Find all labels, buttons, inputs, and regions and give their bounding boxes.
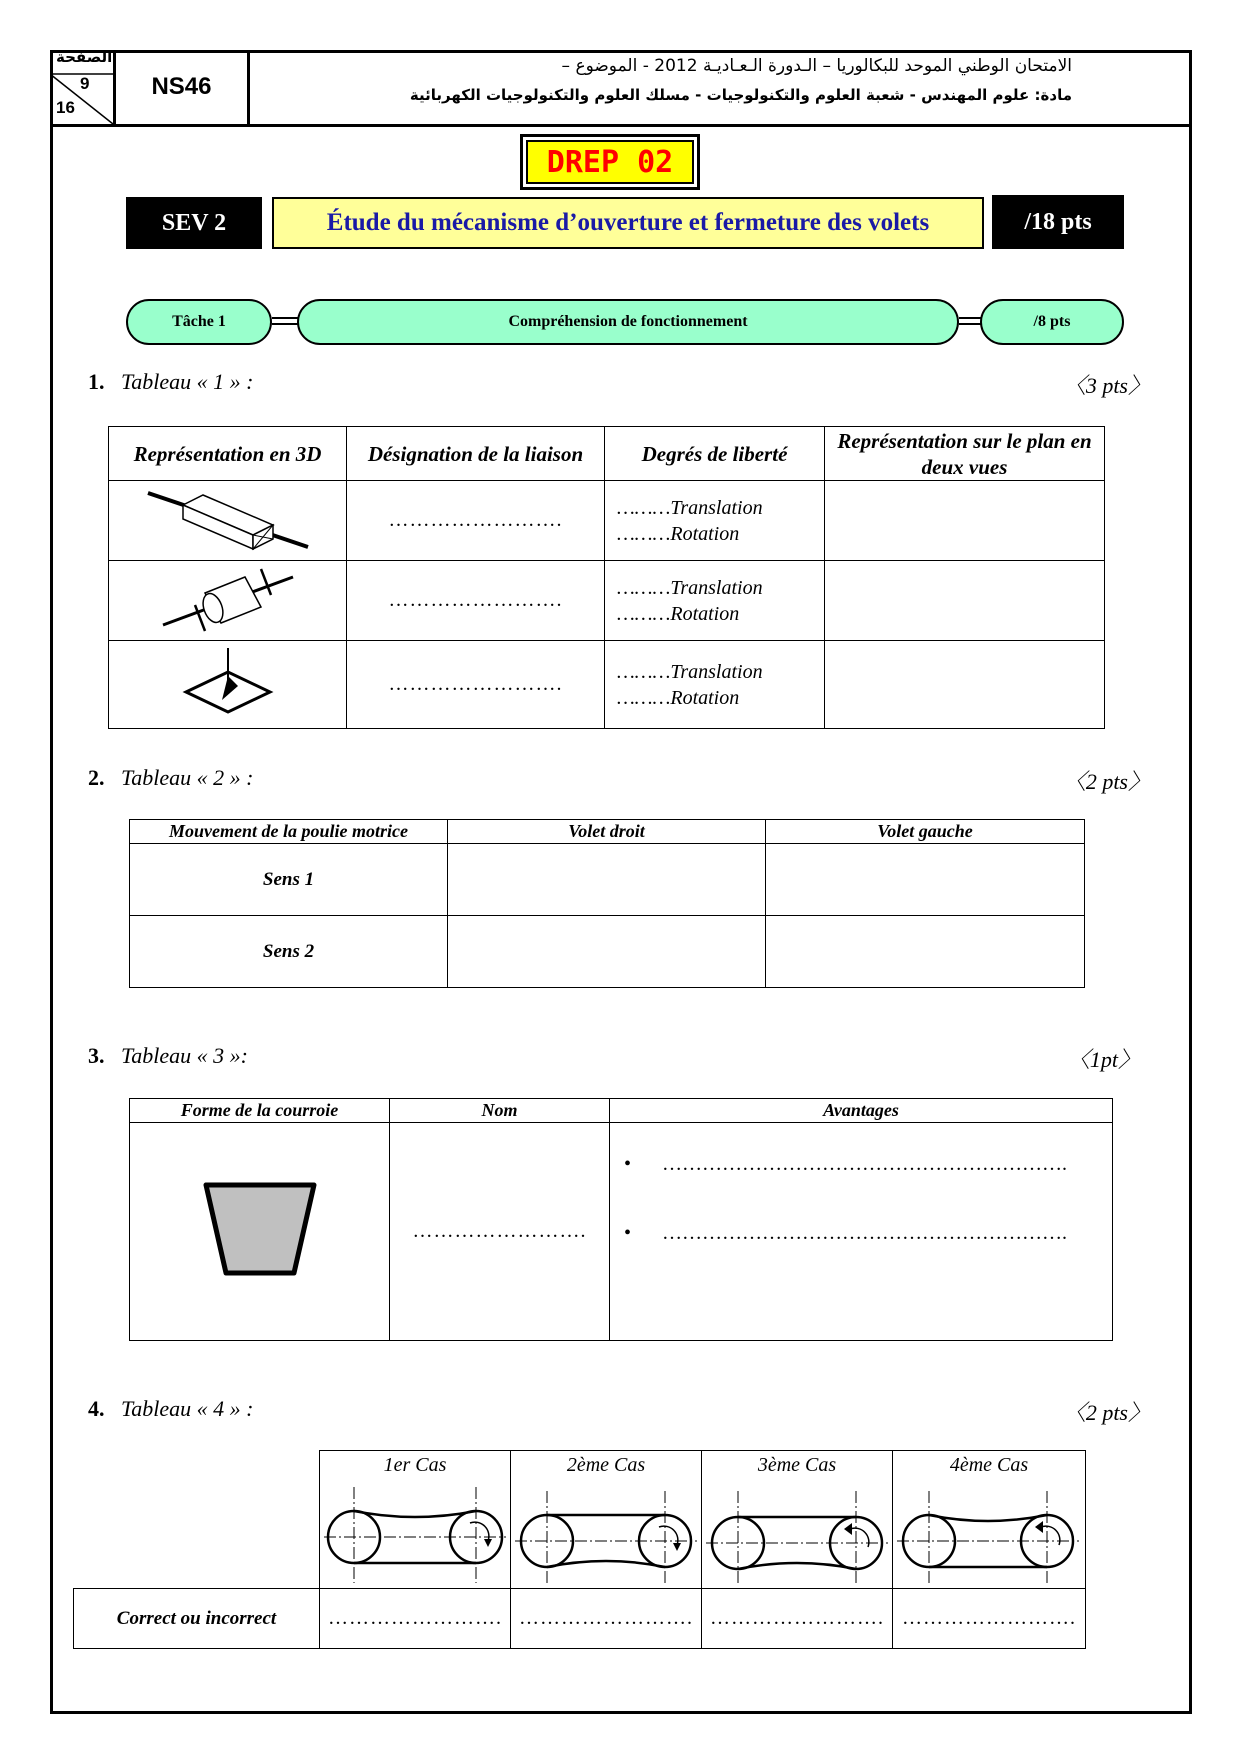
t1-header-designation: Désignation de la liaison [347, 427, 605, 481]
q3-label: Tableau « 3 »: [121, 1043, 248, 1068]
page-total: 16 [56, 98, 75, 117]
pivot-joint-icon [153, 563, 303, 633]
t3-advantage-2-blank: ……………………………………………………. [662, 1222, 1067, 1244]
q3-heading [88, 1043, 248, 1069]
belt-case-1-icon [320, 1479, 510, 1583]
task-connector-right [959, 317, 981, 325]
q4-points: 〈2 pts〉 [1063, 1400, 1150, 1425]
q3-points: 〈1pt〉 [1067, 1047, 1140, 1072]
t1-row1-3d [109, 481, 347, 561]
exam-subject-arabic: مادة: علوم المهندس - شعبة العلوم والتكنولوجيات - مسلك العلوم والتكنولوجيات الكهربائية [409, 86, 1072, 104]
t1-row2-two-views[interactable] [825, 561, 1105, 641]
t1-row3-designation[interactable]: ……………………. [347, 641, 605, 729]
t4-empty-corner [74, 1451, 320, 1589]
t1-row3-3d [109, 641, 347, 729]
t4-case-2-label: 2ème Cas [566, 1454, 646, 1476]
task-score: /8 pts [980, 299, 1124, 345]
t1-row3-translation: ………Translation [617, 660, 763, 683]
page-number: 9 [80, 74, 90, 93]
t1-header-3d: Représentation en 3D [109, 427, 347, 481]
task-label: Tâche 1 [126, 299, 272, 345]
t1-row1-dof[interactable] [605, 481, 825, 561]
t1-row3-dof[interactable] [605, 641, 825, 729]
t1-header-dof: Degrés de liberté [605, 427, 825, 481]
t4-row-label: Correct ou incorrect [74, 1589, 320, 1649]
q1-heading [88, 369, 253, 395]
t1-row2-translation: ………Translation [617, 576, 763, 599]
task-title: Compréhension de fonctionnement [297, 299, 959, 345]
t1-header-two-views: Représentation sur le plan en deux vues [825, 427, 1105, 481]
page-number-box [50, 50, 116, 124]
q2-heading [88, 765, 253, 791]
t1-row1-two-views[interactable] [825, 481, 1105, 561]
table-2 [129, 819, 1085, 988]
q2-label: Tableau « 2 » : [121, 765, 254, 790]
t2-row2-label: Sens 2 [130, 916, 448, 988]
t2-header-right: Volet droit [448, 820, 766, 844]
t2-row2-right[interactable] [448, 916, 766, 988]
t1-row2-dof[interactable] [605, 561, 825, 641]
q1-label: Tableau « 1 » : [121, 369, 254, 394]
q3-number: 3. [88, 1043, 105, 1068]
t1-row2-3d [109, 561, 347, 641]
t4-case-4-label: 4ème Cas [949, 1454, 1029, 1476]
t4-case-2 [511, 1451, 702, 1589]
t3-shape-cell [130, 1123, 390, 1341]
exam-header [50, 50, 1192, 127]
section-score: /18 pts [992, 195, 1124, 249]
exam-title-arabic: الامتحان الوطني الموحد للبكالوريا – الـدورة الـعـاديـة 2012 - الموضوع – [561, 56, 1072, 76]
prismatic-joint-icon [143, 483, 313, 553]
t1-row1-translation: ………Translation [617, 496, 763, 519]
t2-row1-right[interactable] [448, 844, 766, 916]
t3-advantage-1-blank: ……………………………………………………. [662, 1153, 1067, 1175]
t3-bullet-2: • [624, 1222, 632, 1244]
t3-advantage-1 [610, 1153, 1112, 1176]
belt-case-3-icon [702, 1479, 892, 1583]
section-code: SEV 2 [126, 197, 262, 249]
t1-row1-designation[interactable]: ……………………. [347, 481, 605, 561]
t4-answer-4[interactable]: ……………………. [893, 1589, 1086, 1649]
t2-row2-left[interactable] [766, 916, 1085, 988]
t4-case-3-label: 3ème Cas [757, 1454, 837, 1476]
t3-header-advantages: Avantages [610, 1099, 1113, 1123]
t3-name-blank[interactable]: ……………………. [390, 1123, 610, 1341]
t4-case-4 [893, 1451, 1086, 1589]
q1-points: 〈3 pts〉 [1063, 373, 1150, 398]
t2-header-motion: Mouvement de la poulie motrice [130, 820, 448, 844]
t3-bullet-1: • [624, 1153, 632, 1175]
t4-answer-1[interactable]: ……………………. [320, 1589, 511, 1649]
t3-advantage-2 [610, 1222, 1112, 1245]
t3-header-shape: Forme de la courroie [130, 1099, 390, 1123]
t1-row2-designation[interactable]: ……………………. [347, 561, 605, 641]
q1-number: 1. [88, 369, 105, 394]
t3-advantages-cell[interactable] [610, 1123, 1113, 1341]
table-3 [129, 1098, 1113, 1341]
t4-case-1 [320, 1451, 511, 1589]
q4-number: 4. [88, 1396, 105, 1421]
t2-header-left: Volet gauche [766, 820, 1085, 844]
t3-header-name: Nom [390, 1099, 610, 1123]
t1-row3-two-views[interactable] [825, 641, 1105, 729]
q2-number: 2. [88, 765, 105, 790]
t1-row1-rotation: ………Rotation [617, 522, 740, 545]
task-connector-left [272, 317, 298, 325]
t2-row1-left[interactable] [766, 844, 1085, 916]
q2-points: 〈2 pts〉 [1063, 769, 1150, 794]
table-1 [108, 426, 1105, 729]
t4-case-3 [702, 1451, 893, 1589]
table-4 [73, 1450, 1086, 1649]
section-title: Étude du mécanisme d’ouverture et fermeture des volets [272, 197, 984, 249]
t1-row2-rotation: ………Rotation [617, 602, 740, 625]
q4-label: Tableau « 4 » : [121, 1396, 254, 1421]
t4-case-1-label: 1er Cas [383, 1454, 447, 1476]
v-belt-section-icon [200, 1179, 320, 1279]
document-id-box [520, 134, 700, 190]
t4-answer-3[interactable]: ……………………. [702, 1589, 893, 1649]
t2-row1-label: Sens 1 [130, 844, 448, 916]
exam-code: NS46 [116, 50, 250, 124]
plane-joint-icon [178, 646, 278, 718]
document-id: DREP 02 [526, 140, 694, 184]
t1-row3-rotation: ………Rotation [617, 686, 740, 709]
belt-case-4-icon [893, 1479, 1083, 1583]
q4-heading [88, 1396, 253, 1422]
t4-answer-2[interactable]: ……………………. [511, 1589, 702, 1649]
page-label: الصفحة [56, 48, 113, 66]
belt-case-2-icon [511, 1479, 701, 1583]
